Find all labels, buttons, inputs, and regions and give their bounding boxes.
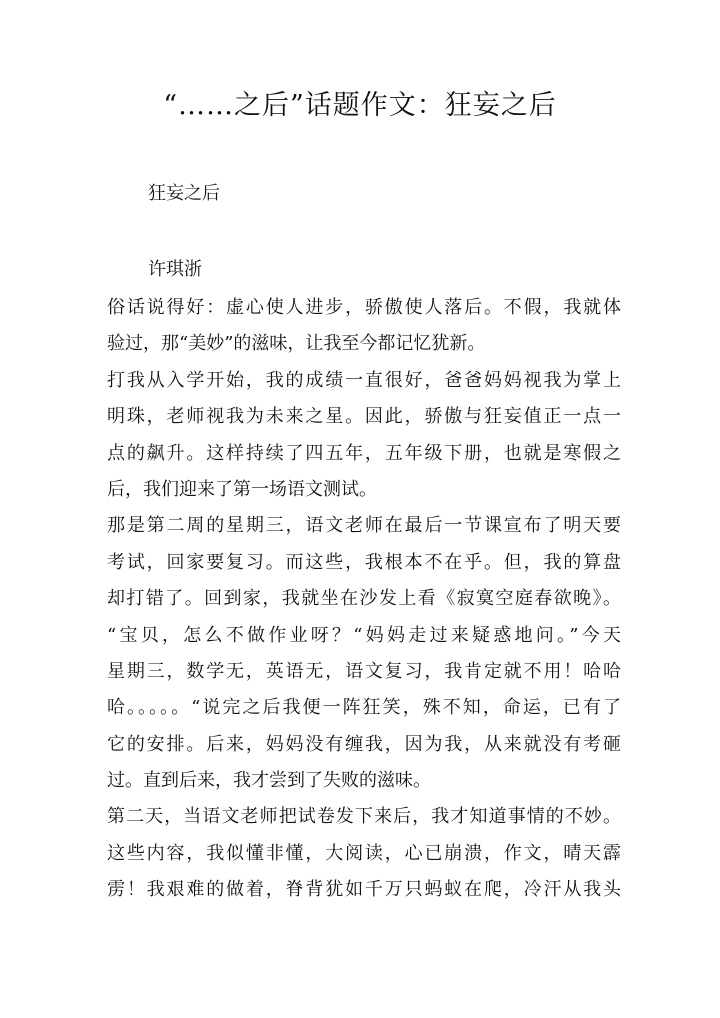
document-title: “……之后”话题作文：狂妄之后 <box>163 90 557 121</box>
body-line: 打我从入学开始，我的成绩一直很好，爸爸妈妈视我为掌上 <box>107 369 621 391</box>
body-line: 哈。。。。。“说完之后我便一阵狂笑，殊不知，命运，已有了 <box>107 697 621 719</box>
essay-subtitle: 狂妄之后 <box>148 183 220 204</box>
body-line: 星期三，数学无，英语无，语文复习，我肯定就不用！哈哈 <box>107 660 621 682</box>
body-line: 明珠，老师视我为未来之星。因此，骄傲与狂妄值正一点一 <box>107 406 621 428</box>
body-line: “宝贝，怎么不做作业呀？“妈妈走过来疑惑地问。”今天 <box>107 624 621 646</box>
body-line: 验过，那“美妙”的滋味，让我至今都记忆犹新。 <box>107 333 486 355</box>
essay-body <box>107 290 621 909</box>
body-line: 考试，回家要复习。而这些，我根本不在乎。但，我的算盘 <box>107 551 621 573</box>
body-line: 这些内容，我似懂非懂，大阅读，心已崩溃，作文，晴天霹 <box>107 842 621 864</box>
body-line: 它的安排。后来，妈妈没有缠我，因为我，从来就没有考砸 <box>107 733 621 755</box>
author-name: 许琪浙 <box>148 259 202 280</box>
body-line: 过。直到后来，我才尝到了失败的滋味。 <box>107 770 431 792</box>
body-line: 却打错了。回到家，我就坐在沙发上看《寂寞空庭春欲晚》。 <box>107 588 621 610</box>
body-line: 那是第二周的星期三，语文老师在最后一节课宣布了明天要 <box>107 515 621 537</box>
body-line: 后，我们迎来了第一场语文测试。 <box>107 478 377 500</box>
body-line: 雳！我艰难的做着，脊背犹如千万只蚂蚁在爬，冷汗从我头 <box>107 879 621 901</box>
body-line: 俗话说得好：虚心使人进步，骄傲使人落后。不假，我就体 <box>107 297 621 318</box>
body-line: 点的飙升。这样持续了四五年，五年级下册，也就是寒假之 <box>107 442 621 464</box>
body-line: 第二天，当语文老师把试卷发下来后，我才知道事情的不妙。 <box>107 806 621 828</box>
